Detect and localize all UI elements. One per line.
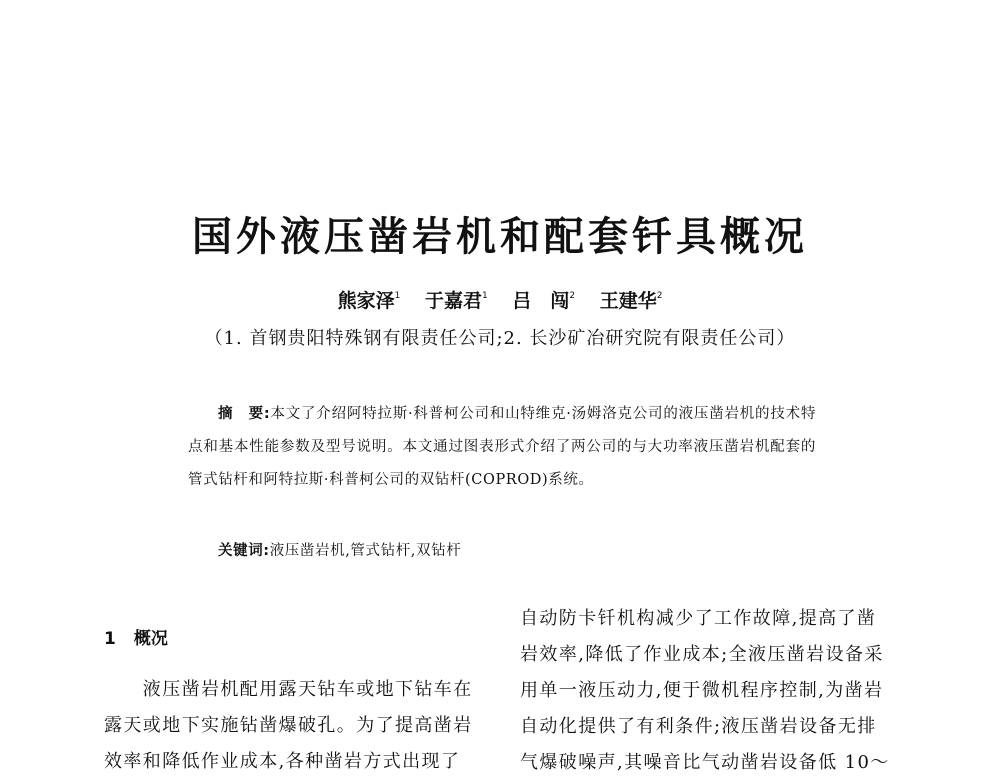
abstract [188,398,816,497]
left-column-body [104,672,486,780]
body-line: 岩效率,降低了作业成本;全液压凿岩设备采 [520,644,884,665]
abstract-text: 本文了介绍阿特拉斯·科普柯公司和山特维克·汤姆洛克公司的液压凿岩机的技术特点和基本性能参数及型号说明。本文通过图表形式介绍了两公司的与大功率液压凿岩机配套的管式钻杆和阿特拉斯·科普柯公司的双钻杆(COPROD)系统。 [188,406,817,488]
body-line: 效率和降低作业成本,各种凿岩方式出现了 [104,751,461,772]
section-heading [104,624,168,649]
author-name: 熊家泽 [337,290,395,312]
author-name: 吕 闯 [512,290,570,312]
abstract-paragraph [188,398,816,497]
affiliation-mark: 2 [656,291,663,301]
abstract-label: 摘 要: [218,406,271,422]
author [600,290,663,312]
keywords [218,539,461,560]
paper-title: 国外液压凿岩机和配套钎具概况 [192,214,808,260]
author [425,290,488,312]
right-column-body [520,601,906,781]
affiliation-mark: 2 [569,291,576,301]
affiliation-mark: 1 [481,291,488,301]
body-line: 自动防卡钎机构减少了工作故障,提高了凿 [520,608,877,629]
affiliations: （1. 首钢贵阳特殊钢有限责任公司;2. 长沙矿冶研究院有限责任公司） [204,328,796,349]
section-number: 1 [104,629,116,649]
body-line: 自动化提供了有利条件;液压凿岩设备无排 [520,716,877,737]
affiliation-mark: 1 [394,291,401,301]
keywords-text: 液压凿岩机,管式钻杆,双钻杆 [269,543,462,559]
author-name: 王建华 [599,290,657,312]
body-line: 液压凿岩机配用露天钻车或地下钻车在 [104,679,473,700]
author-name: 于嘉君 [424,290,482,312]
body-line: 露天或地下实施钻凿爆破孔。为了提高凿岩 [104,715,473,736]
keywords-label: 关键词: [218,543,270,559]
author [338,290,401,312]
section-title: 概况 [133,629,168,649]
author [512,290,575,312]
body-line: 气爆破噪声,其噪音比气动凿岩设备低 10～ [520,752,890,773]
body-line: 用单一液压动力,便于微机程序控制,为凿岩 [520,680,884,701]
author-list [0,286,1000,313]
